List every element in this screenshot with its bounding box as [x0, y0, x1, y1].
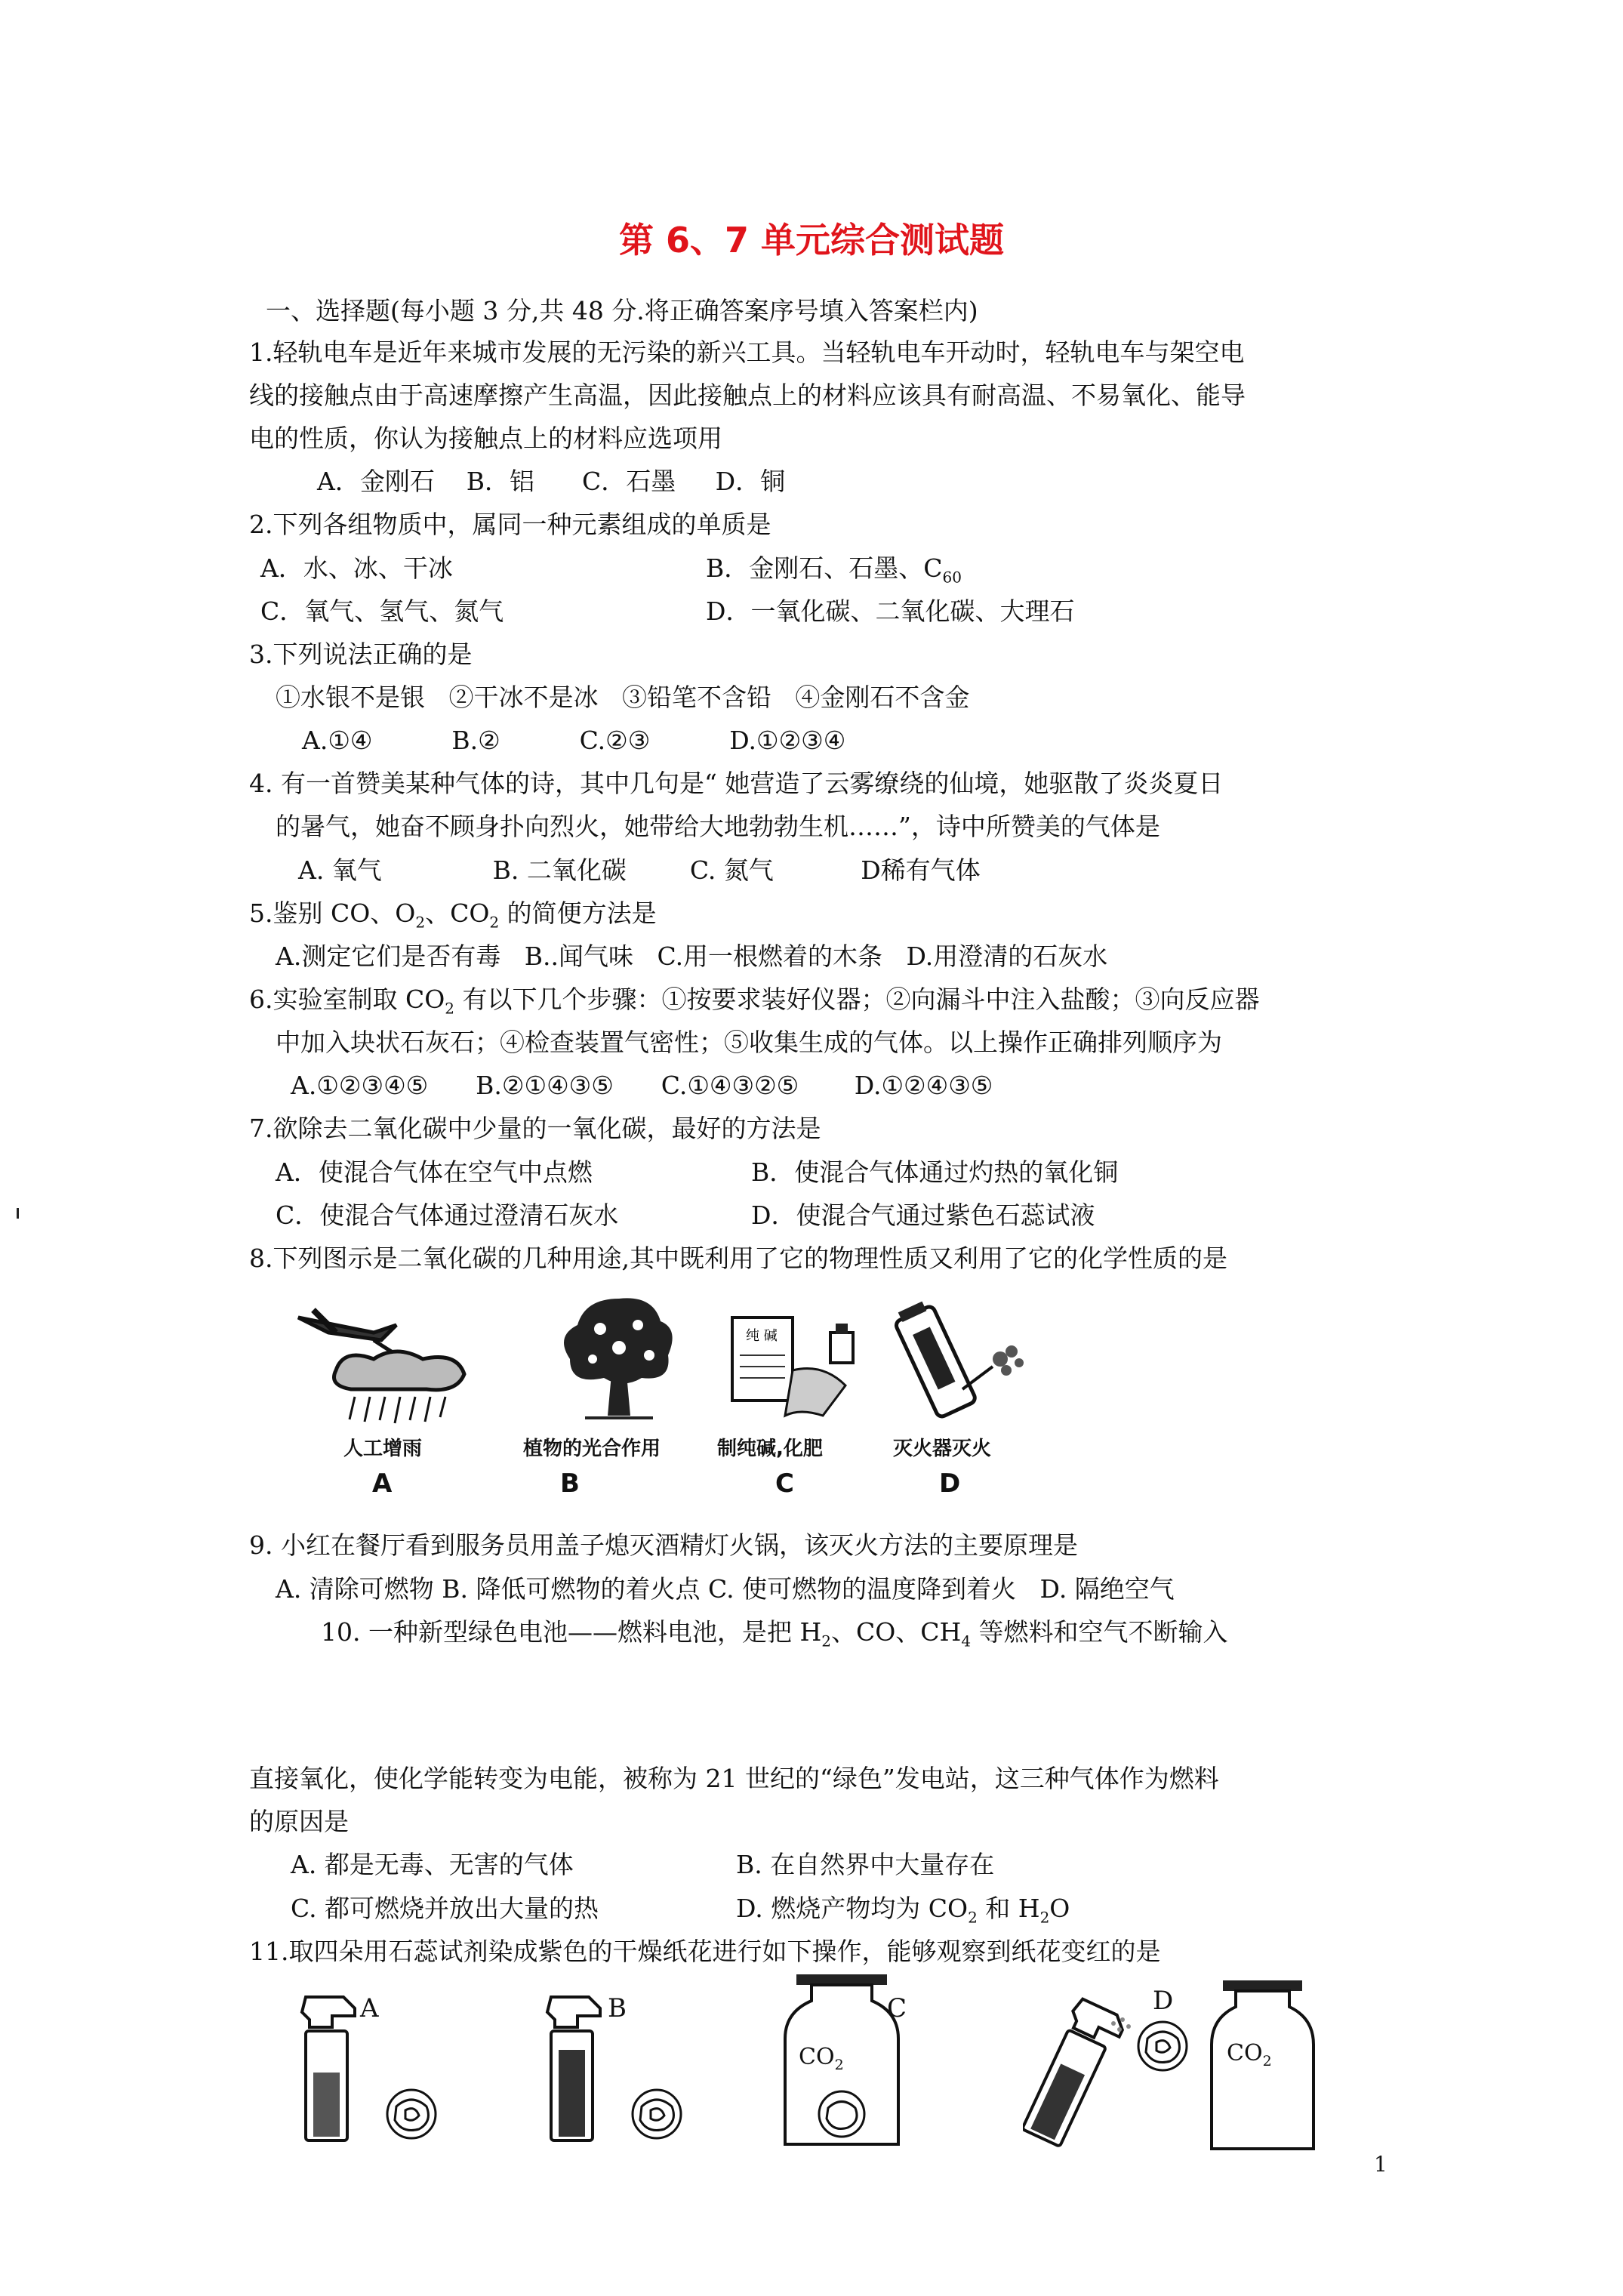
q8-caption-b: 植物的光合作用: [523, 1438, 661, 1460]
q11-letter-a: A: [360, 1993, 379, 2023]
q10-line2: 直接氧化，使化学能转变为电能，被称为 21 世纪的“绿色”发电站，这三种气体作为燃料: [249, 1764, 1219, 1793]
q7-option-c: C．使混合气体通过澄清石灰水: [276, 1200, 619, 1230]
q10-option-c: C. 都可燃烧并放出大量的热: [291, 1894, 599, 1923]
q3-options: A.①④ B.② C.②③ D.①②③④: [302, 726, 846, 755]
q1-options: A．金刚石 B．铝 C．石墨 D．铜: [317, 467, 786, 496]
q8-caption-a: 人工增雨: [343, 1438, 423, 1460]
q7-option-b: B．使混合气体通过灼热的氧化铜: [751, 1157, 1119, 1187]
q11-letter-b: B: [608, 1993, 627, 2023]
q6-options: A.①②③④⑤ B.②①④③⑤ C.①④③②⑤ D.①②④③⑤: [291, 1071, 993, 1100]
q10-line3: 的原因是: [249, 1807, 349, 1836]
q7-option-d: D．使混合气通过紫色石蕊试液: [751, 1200, 1095, 1230]
q11-co2-label-c: $CO_2$: [799, 2044, 844, 2073]
q1-line1: 1.轻轨电车是近年来城市发展的无污染的新兴工具。当轻轨电车开动时，轻轨电车与架空电: [249, 337, 1245, 367]
q8-letter-d: D: [939, 1469, 961, 1499]
q1-line3: 电的性质，你认为接触点上的材料应选项用: [249, 424, 722, 453]
q2-option-a: A．水、冰、干冰: [260, 553, 453, 583]
q8-letter-c: C: [775, 1469, 794, 1499]
q9-stem: 9. 小红在餐厅看到服务员用盖子熄灭酒精灯火锅，该灭火方法的主要原理是: [249, 1530, 1078, 1560]
q10-option-b: B. 在自然界中大量存在: [736, 1850, 995, 1879]
q8-letter-a: A: [372, 1469, 393, 1499]
tree-icon: [547, 1284, 691, 1427]
q11-letter-d: D: [1153, 1986, 1174, 2016]
q7-stem: 7.欲除去二氧化碳中少量的一氧化碳，最好的方法是: [249, 1114, 821, 1143]
q10-option-a: A. 都是无毒、无害的气体: [291, 1850, 574, 1879]
q8-caption-d: 灭火器灭火: [893, 1438, 992, 1460]
spray-bottle-d-icon: [1023, 1993, 1196, 2159]
page-title: 第 6、7 单元综合测试题: [618, 220, 1005, 260]
soda-bag-and-bottle-icon: [725, 1310, 876, 1423]
airplane-cloud-rain-icon: [283, 1287, 532, 1427]
q11-stem: 11.取四朵用石蕊试剂染成紫色的干燥纸花进行如下操作，能够观察到纸花变红的是: [249, 1937, 1161, 1966]
q8-stem: 8.下列图示是二氧化碳的几种用途,其中既利用了它的物理性质又利用了它的化学性质的是: [249, 1244, 1227, 1273]
q11-letter-c: C: [887, 1993, 907, 2023]
spray-bottle-a-icon: [298, 1989, 472, 2148]
q2-option-d: D．一氧化碳、二氧化碳、大理石: [706, 596, 1075, 626]
bag-label: 纯 碱: [746, 1328, 778, 1344]
fire-extinguisher-icon: [879, 1299, 1030, 1419]
q4-line2: 的暑气，她奋不顾身扑向烈火，她带给大地勃勃生机……”，诗中所赞美的气体是: [276, 812, 1160, 841]
q2-stem: 2.下列各组物质中，属同一种元素组成的单质是: [249, 510, 771, 539]
q4-options: A. 氧气 B. 二氧化碳 C. 氮气 D稀有气体: [298, 855, 981, 885]
q3-statements: ①水银不是银 ②干冰不是冰 ③铅笔不含铅 ④金刚石不含金: [276, 683, 970, 712]
q4-line1: 4. 有一首赞美某种气体的诗，其中几句是“ 她营造了云雾缭绕的仙境，她驱散了炎炎夏日: [249, 769, 1224, 798]
q5-options: A.测定它们是否有毒 B..闻气味 C.用一根燃着的木条 D.用澄清的石灰水: [276, 942, 1108, 971]
q2-option-b: B．金刚石、石墨、$C_{60}$: [706, 553, 962, 587]
spray-bottle-b-icon: [544, 1989, 717, 2148]
q8-caption-c: 制纯碱,化肥: [717, 1438, 823, 1460]
q7-option-a: A．使混合气体在空气中点燃: [276, 1157, 593, 1187]
q5-stem: 5.鉴别 CO、$O_2$、$CO_2$ 的简便方法是: [249, 898, 657, 932]
q10-line1: 10. 一种新型绿色电池——燃料电池，是把 $H_2$、CO、$CH_4$ 等燃料和空气不断输入: [321, 1617, 1228, 1650]
q2-option-c: C．氧气、氢气、氮气: [260, 596, 504, 626]
margin-mark: [17, 1208, 19, 1219]
q9-options: A. 清除可燃物 B. 降低可燃物的着火点 C. 使可燃物的温度降到着火 D. 隔绝空气: [276, 1574, 1175, 1604]
q6-line1: 6.实验室制取 $CO_2$ 有以下几个步骤：①按要求装好仪器；②向漏斗中注入盐酸；③向反应器: [249, 985, 1260, 1018]
q1-line2: 线的接触点由于高速摩擦产生高温，因此接触点上的材料应该具有耐高温、不易氧化、能导: [249, 381, 1246, 410]
q8-letter-b: B: [560, 1469, 580, 1499]
q3-stem: 3.下列说法正确的是: [249, 639, 473, 669]
section-heading: 一、选择题(每小题 3 分,共 48 分.将正确答案序号填入答案栏内): [266, 296, 978, 325]
q6-line2: 中加入块状石灰石；④检查装置气密性；⑤收集生成的气体。以上操作正确排列顺序为: [276, 1028, 1222, 1057]
q11-co2-label-d: $CO_2$: [1227, 2040, 1272, 2069]
page-number: 1: [1374, 2152, 1387, 2177]
q10-option-d: D. 燃烧产物均为 $CO_2$ 和 $H_2O$: [736, 1894, 1070, 1927]
